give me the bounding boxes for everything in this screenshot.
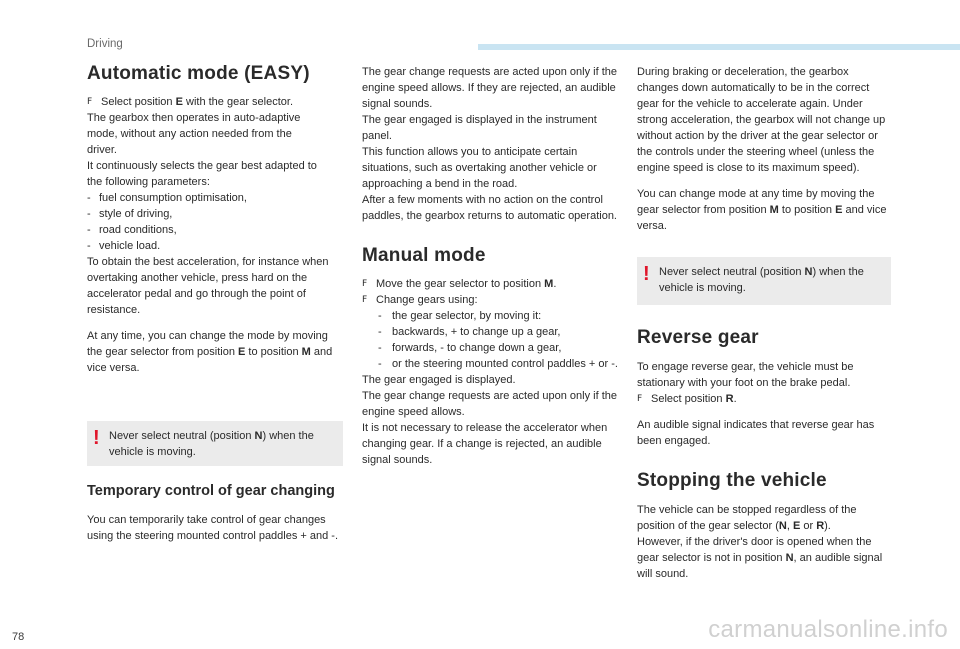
acceleration-text: To obtain the best acceleration, for instance when overtaking another vehicle, press hard on the accelerator pedal and go through the point of resistance. <box>87 256 329 316</box>
bullet-icon: F <box>87 97 93 107</box>
list-item: - road conditions, <box>87 224 177 236</box>
page-number: 78 <box>12 631 25 643</box>
bullet-icon: F <box>362 295 368 305</box>
header-bar <box>478 44 960 50</box>
warning-icon: ! <box>93 427 100 449</box>
list-item: - the gear selector, by moving it: <box>378 310 542 322</box>
list-item: - or the steering mounted control paddles + or -. <box>378 358 618 370</box>
manual-mode-title: Manual mode <box>362 245 486 266</box>
audible-signal-text: An audible signal indicates that reverse gear has been engaged. <box>637 419 875 447</box>
gear-request-text: The gear change requests are acted upon only if the engine speed allows. <box>362 390 618 418</box>
list-item: - style of driving, <box>87 208 173 220</box>
neutral-warning-box: ! Never select neutral (position N) when the vehicle is moving. <box>637 257 891 305</box>
temporary-control-text: You can temporarily take control of gear changes using the steering mounted control paddles + and -. <box>87 514 339 542</box>
list-item: - fuel consumption optimisation, <box>87 192 247 204</box>
section-label: Driving <box>87 38 123 50</box>
gear-displayed-text: The gear engaged is displayed. <box>362 374 516 386</box>
temporary-control-title: Temporary control of gear changing <box>87 483 335 499</box>
auto-mode-text-line: mode, without any action needed from the <box>87 128 292 140</box>
return-automatic-text: After a few moments with no action on the control paddles, the gearbox returns to automatic operation. <box>362 194 617 222</box>
gear-displayed-text: The gear engaged is displayed in the instrument panel. <box>362 114 597 142</box>
neutral-warning-box: ! Never select neutral (position N) when the vehicle is moving. <box>87 421 343 466</box>
step-move-m: F Move the gear selector to position M. <box>362 278 557 290</box>
braking-text: During braking or deceleration, the gearbox changes down automatically to be in the correct gear for the vehicle to accelerate again. Under strong acceleration, the gearbox will not change up without action by the driver at the gear selector or the controls under the steering wheel (unless the engine speed is close to its maximum speed). <box>637 66 886 174</box>
reverse-gear-title: Reverse gear <box>637 327 759 348</box>
anticipate-text: This function allows you to anticipate certain situations, such as overtaking another vehicle or approaching a bend in the road. <box>362 146 597 190</box>
auto-mode-text-line: It continuously selects the gear best adapted to <box>87 160 317 172</box>
list-item: - backwards, + to change up a gear, <box>378 326 561 338</box>
warning-icon: ! <box>643 263 650 285</box>
change-mode-text: You can change mode at any time by moving the gear selector from position M to position E and vice versa. <box>637 188 887 232</box>
watermark: carmanualsonline.info <box>708 616 948 643</box>
stopping-text: The vehicle can be stopped regardless of the position of the gear selector (N, E or R). <box>637 504 857 532</box>
step-select-r: F Select position R. <box>637 393 737 405</box>
change-mode-text: At any time, you can change the mode by moving the gear selector from position E to position M and vice versa. <box>87 330 333 374</box>
step-change-gears: F Change gears using: <box>362 294 478 306</box>
release-accelerator-text: It is not necessary to release the accelerator when changing gear. If a change is rejected, an audible signal sounds. <box>362 422 608 466</box>
door-open-text: However, if the driver's door is opened when the gear selector is not in position N, an audible signal will sound. <box>637 536 883 580</box>
stopping-vehicle-title: Stopping the vehicle <box>637 470 827 491</box>
column-1 <box>87 64 343 544</box>
column-2 <box>362 64 618 468</box>
bullet-icon: F <box>637 394 643 404</box>
auto-mode-text-line: the following parameters: <box>87 176 210 188</box>
bullet-icon: F <box>362 279 368 289</box>
step-select-e: F Select position E with the gear selector. <box>87 96 294 108</box>
automatic-mode-title: Automatic mode (EASY) <box>87 63 310 84</box>
auto-mode-text-line: The gearbox then operates in auto-adaptive <box>87 112 301 124</box>
auto-mode-text-line: driver. <box>87 144 117 156</box>
list-item: - forwards, - to change down a gear, <box>378 342 562 354</box>
list-item: - vehicle load. <box>87 240 161 252</box>
gear-request-text: The gear change requests are acted upon only if the engine speed allows. If they are rejected, an audible signal sounds. <box>362 66 618 110</box>
reverse-instructions-text: To engage reverse gear, the vehicle must be stationary with your foot on the brake pedal. <box>637 361 854 389</box>
column-3 <box>637 64 893 582</box>
